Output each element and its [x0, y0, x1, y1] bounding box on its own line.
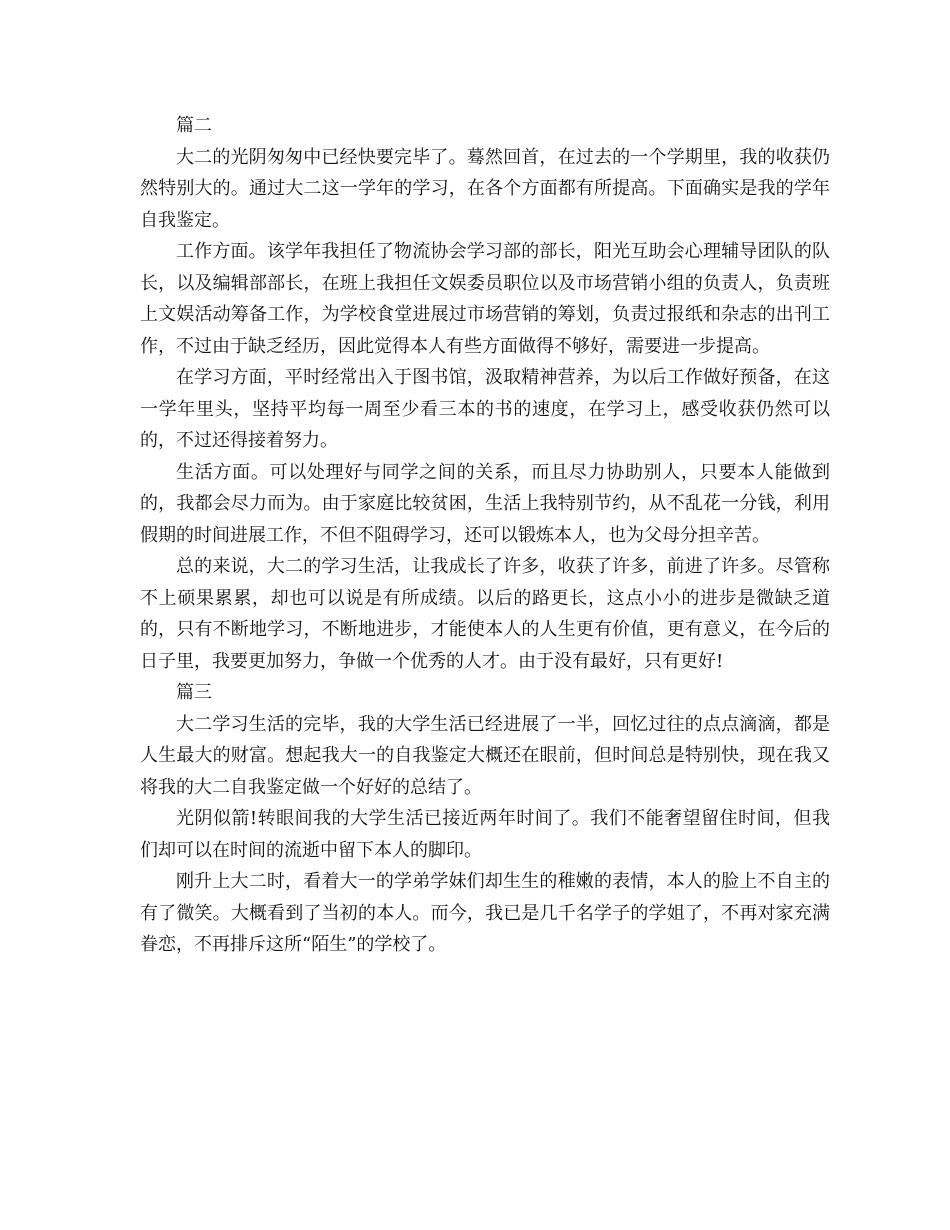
paragraph: 刚升上大二时，看着大一的学弟学妹们却生生的稚嫩的表情，本人的脸上不自主的有了微笑。大概看到了当初的本人。而今，我已是几千名学子的学姐了，不再对家充满眷恋，不再排斥这所“陌生”的学校了。: [140, 871, 830, 955]
paragraph: 生活方面。可以处理好与同学之间的关系，而且尽力协助别人，只要本人能做到的，我都会尽力而为。由于家庭比较贫困，生活上我特别节约，从不乱花一分钱，利用假期的时间进展工作，不但不阻碍学习，还可以锻炼本人，也为父母分担辛苦。: [140, 461, 830, 546]
section-heading-2: 篇二: [176, 115, 212, 136]
paragraph: 在学习方面，平时经常出入于图书馆，汲取精神营养，为以后工作做好预备，在这一学年里头，坚持平均每一周至少看三本的书的速度，在学习上，感受收获仍然可以的，不过还得接着努力。: [140, 367, 830, 451]
paragraph: 工作方面。该学年我担任了物流协会学习部的部长，阳光互助会心理辅导团队的队长，以及编辑部部长，在班上我担任文娱委员职位以及市场营销小组的负责人，负责班上文娱活动筹备工作，为学校食堂进展过市场营销的筹划，负责过报纸和杂志的出刊工作，不过由于缺乏经历，因此觉得本人有些方面做得不够好，需要进一步提高。: [140, 241, 830, 357]
section-heading-3: 篇三: [176, 682, 212, 703]
paragraph: 总的来说，大二的学习生活，让我成长了许多，收获了许多，前进了许多。尽管称不上硕果累累，却也可以说是有所成绩。以后的路更长，这点小小的进步是微缺乏道的，只有不断地学习，不断地进步，才能使本人的人生更有价值，更有意义，在今后的日子里，我要更加努力，争做一个优秀的人才。由于没有最好，只有更好!: [140, 556, 830, 672]
document-page: [140, 110, 830, 961]
paragraph: 大二学习生活的完毕，我的大学生活已经进展了一半，回忆过往的点点滴滴，都是人生最大的财富。想起我大一的自我鉴定大概还在眼前，但时间总是特别快，现在我又将我的大二自我鉴定做一个好好的总结了。: [140, 713, 830, 798]
paragraph: 光阴似箭!转眼间我的大学生活已接近两年时间了。我们不能奢望留住时间，但我们却可以在时间的流逝中留下本人的脚印。: [140, 808, 830, 861]
paragraph: 大二的光阴匆匆中已经快要完毕了。蓦然回首，在过去的一个学期里，我的收获仍然特别大的。通过大二这一学年的学习，在各个方面都有所提高。下面确实是我的学年自我鉴定。: [140, 146, 830, 231]
